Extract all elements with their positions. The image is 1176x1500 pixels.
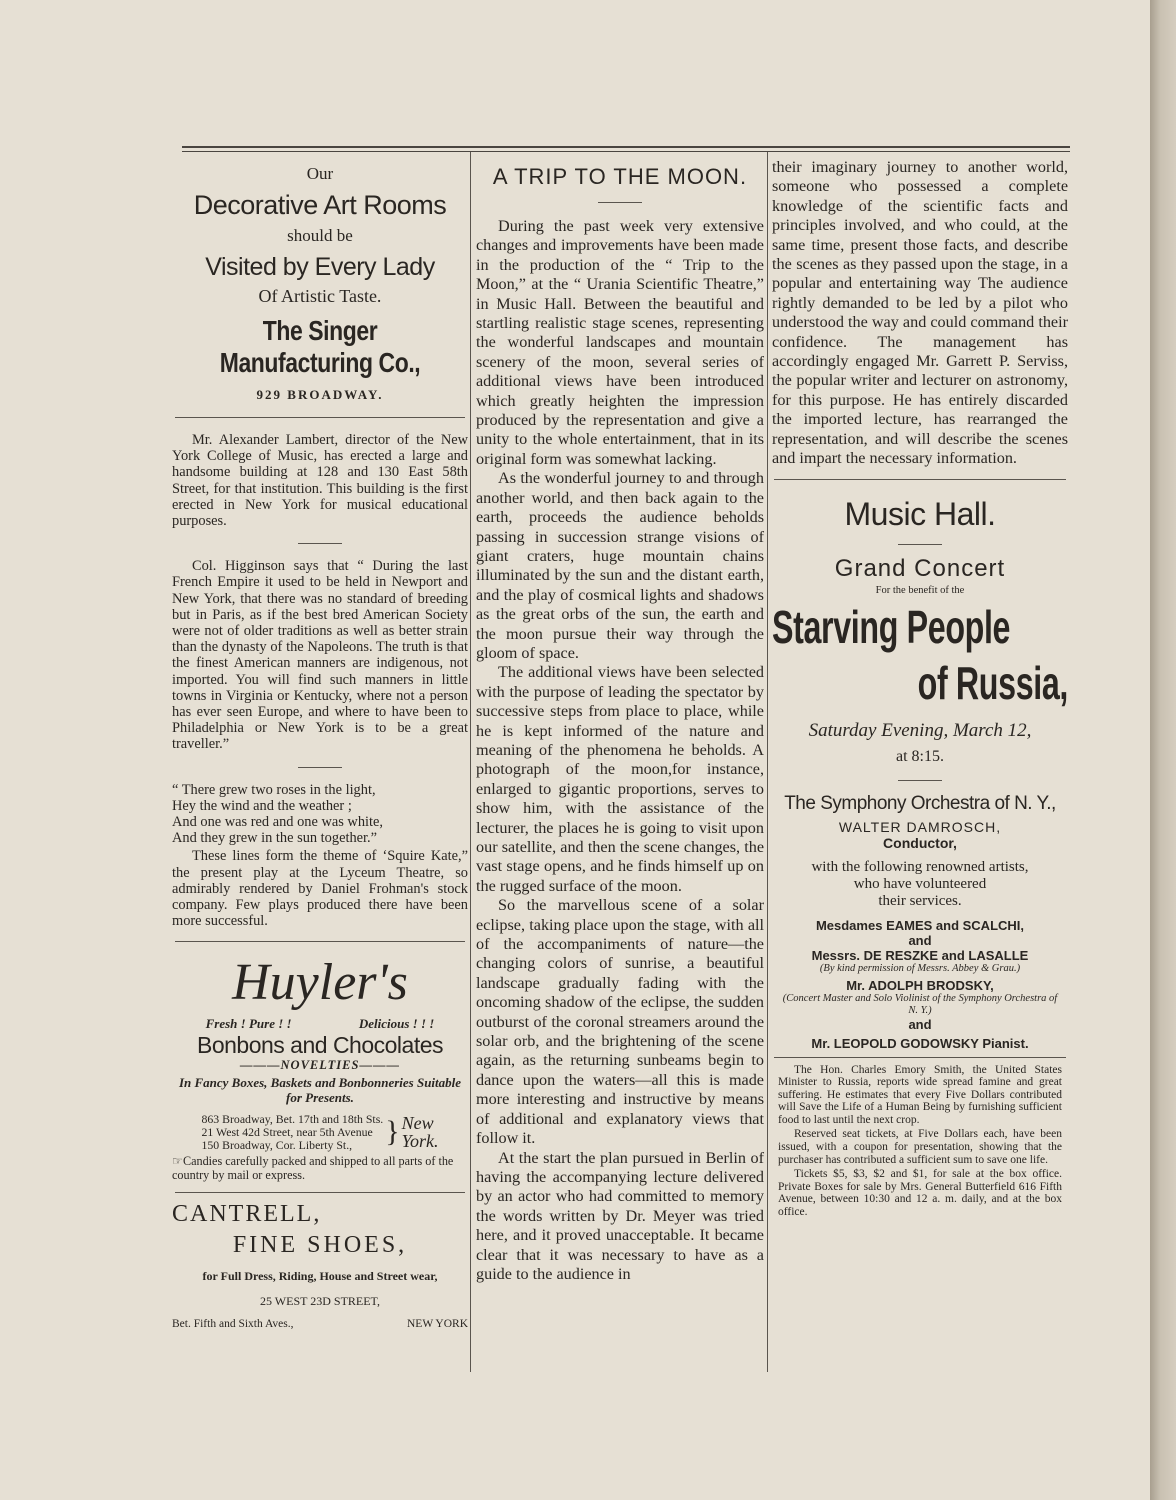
article-body — [476, 217, 764, 1284]
divider-short — [898, 780, 942, 781]
shipping-text: Candies carefully packed and shipped to all parts of the country by mail or express. — [172, 1154, 454, 1182]
decorative-art-ad — [172, 164, 468, 403]
cantrell-between: Bet. Fifth and Sixth Aves., — [172, 1318, 294, 1331]
huylers-ad — [172, 952, 468, 1182]
article-paragraph: So the marvellous scene of a solar eclipse, taking place upon the stage, with all of the accompaniments of nature—the changing colors of sunrise, a beautiful landscape gradually fading with the oncoming shadow of the eclipse, the sudden outburst of the coronal streamers around the solar orb, and the brightening of the scene again, as the returning sunbeams begin to dance upon the waters—all this is made more interesting and instructive by means of additional and explanatory views that follow it. — [476, 896, 764, 1148]
concert-venue: Music Hall. — [844, 495, 996, 532]
poem-line: Hey the wind and the weather ; — [172, 797, 352, 814]
concert-notes — [772, 1064, 1068, 1219]
divider — [774, 1057, 1066, 1058]
conductor-role: Conductor, — [883, 834, 957, 851]
brodsky: Mr. ADOLPH BRODSKY, — [846, 977, 994, 993]
ad-address: 929 BROADWAY. — [256, 387, 384, 402]
poem-line: And they grew in the sun together.” — [172, 830, 378, 847]
article-paragraph: At the start the plan pursued in Berlin of having the accompanying lecture delivered by an actor who had committed to memory the words written by Dr. Meyer was tried here, and it proved unacceptable. It became clear that it was necessary to have as a guide to the audience in — [476, 1148, 764, 1283]
address-line: 863 Broadway, Bet. 17th and 18th Sts. — [201, 1112, 384, 1127]
ad-line-should-be: should be — [287, 226, 353, 245]
ad-line-our: Our — [306, 164, 334, 183]
brodsky-role: (Concert Master and Solo Violinist of the Symphony Orchestra of N. Y.) — [782, 992, 1058, 1016]
huylers-headline: Bonbons and Chocolates — [196, 1032, 444, 1059]
cantrell-product: FINE SHOES, — [232, 1232, 408, 1259]
cantrell-location — [172, 1318, 468, 1330]
column-right — [772, 152, 1068, 1219]
artists-intro-line: with the following renowned artists, — [811, 858, 1029, 875]
divider-short — [298, 543, 342, 544]
divider — [774, 479, 1066, 480]
article-paragraph: As the wonderful journey to and through another world, and then back again to the earth, proceeds the audience beholds passing in succession strange visions of giant craters, huge mountain chains illuminated by the sun and the distant earth, and the play of cosmical lights and shadows as the great orbs of the sun, the earth and the moon pursue their way through the gloom of space. — [476, 469, 764, 662]
novelties-label: NOVELTIES — [280, 1058, 360, 1073]
divider — [175, 1192, 465, 1193]
cantrell-address: 25 WEST 23D STREET, — [260, 1294, 380, 1309]
column-left — [172, 152, 468, 1330]
city — [402, 1114, 439, 1150]
and-1: and — [908, 932, 932, 948]
cantrell-name: CANTRELL, — [172, 1201, 322, 1228]
concert-ad — [772, 496, 1068, 1219]
permission: (By kind permission of Messrs. Abbey & Grau.) — [819, 962, 1021, 974]
article-title: A TRIP TO THE MOON. — [492, 164, 748, 189]
cantrell-city: NEW YORK — [406, 1318, 468, 1331]
conductor-name: WALTER DAMROSCH, — [838, 818, 1002, 835]
divider — [175, 941, 465, 942]
poem — [172, 782, 468, 847]
mesdames-names: EAMES and SCALCHI, — [886, 917, 1025, 933]
column-rule-right — [767, 152, 768, 1372]
concert-orchestra: The Symphony Orchestra of N. Y., — [784, 792, 1056, 814]
poem-note: These lines form the theme of ‘Squire Kate,” the present play at the Lyceum Theatre, so admirably rendered by Daniel Frohman's stock company. Few plays produced there have been more successful. — [172, 848, 468, 930]
tag-fresh: Fresh ! Pure ! ! — [205, 1016, 292, 1032]
column-middle — [476, 152, 764, 1284]
messrs-prefix: Messrs. — [811, 947, 861, 963]
artists-intro-line: their services. — [878, 892, 962, 909]
note-tickets: Tickets $5, $3, $2 and $1, for sale at the box office. Private Boxes for sale by Mrs. General Butterfield 616 Fifth Avenue, between 10:30 and 12 a. m. daily, and at the box office. — [778, 1168, 1062, 1219]
godowsky: Mr. LEOPOLD GODOWSKY Pianist. — [811, 1035, 1029, 1051]
huylers-addresses — [172, 1113, 468, 1151]
divider-short — [898, 544, 942, 545]
city-york: York. — [401, 1131, 439, 1152]
article-continuation: their imaginary journey to another world, someone who possessed a complete knowledge of the scientific facts and principles involved, and who could, at the same time, present those facts, and describe the scenes as they passed upon the stage, in a popular and entertaining way The audience rightly demanded to be led by a pilot who understood the way and could command their confidence. The management has accordingly engaged Mr. Garrett P. Serviss, the popular writer and lecturer on astronomy, for this purpose. He has entirely discarded the imported lecture, has rearranged the representation, and will describe the scenes and impart the necessary information. — [772, 158, 1068, 468]
poem-line: And one was red and one was white, — [172, 814, 384, 831]
concert-date: Saturday Evening, March 12, — [808, 719, 1032, 741]
article-paragraph: During the past week very extensive changes and improvements have been made in the production of the “ Trip to the Moon,” at the “ Urania Scientific Theatre,” in Music Hall. Between the beautiful and startling realistic stage scenes, representing the wonderful landscapes and mountain scenery of the moon, several series of additional views have been introduced which greatly heighten the impression produced by the representation and give a unity to the whole entertainment, that in its original form was somewhat lacking. — [476, 217, 764, 468]
cantrell-ad — [172, 1201, 468, 1330]
huylers-tagline — [172, 1016, 468, 1032]
tag-delicious: Delicious ! ! ! — [358, 1016, 435, 1032]
city-new: New — [401, 1113, 434, 1134]
divider-short — [598, 202, 642, 203]
ad-line-artistic: Of Artistic Taste. — [258, 286, 382, 306]
huylers-shipping — [172, 1155, 468, 1182]
artists-intro-line: who have volunteered — [853, 875, 987, 892]
mesdames-prefix: Mesdames — [815, 917, 883, 933]
concert-cause-1: Starving People — [772, 600, 1011, 653]
ad-line-decorative: Decorative Art Rooms — [193, 190, 447, 220]
lambert-note: Mr. Alexander Lambert, director of the New York College of Music, has erected a large and handsome building at 128 and 130 East 58th Street, for that institution. This building is the first erected in New York for musical educational purposes. — [172, 432, 468, 530]
note-reserved: Reserved seat tickets, at Five Dollars each, have been issued, with a coupon for presentation, showing that the purchaser has contributed a sufficient sum to save one life. — [778, 1128, 1062, 1166]
address-line: 21 West 42d Street, near 5th Avenue — [201, 1125, 373, 1140]
huylers-logo: Huyler's — [232, 954, 408, 1012]
huylers-fancy: In Fancy Boxes, Baskets and Bonbonneries Suitable for Presents. — [178, 1075, 462, 1106]
divider — [175, 417, 465, 418]
concert-cause-2: of Russia, — [917, 656, 1068, 709]
address-line: 150 Broadway, Cor. Liberty St., — [201, 1137, 353, 1152]
brace: } — [385, 1115, 400, 1149]
cantrell-desc: for Full Dress, Riding, House and Street wear, — [202, 1269, 438, 1284]
dash-right: ——— — [359, 1058, 400, 1073]
dash-left: ——— — [240, 1058, 281, 1073]
concert-benefit: For the benefit of the — [875, 584, 965, 596]
article-paragraph: The additional views have been selected with the purpose of leading the spectator by successive steps from place to place, while he is kept informed of the nature and meaning of the phenomena he beholds. A photograph of the moon,for instance, enlarged to gigantic proportions, serves to show him, with the assistance of the lecturer, the places he is going to visit upon our satellite, and then the scene changes, the vast stage opens, and he finds himself up on the rugged surface of the moon. — [476, 663, 764, 895]
note-smith: The Hon. Charles Emory Smith, the United States Minister to Russia, reports wide spread famine and great suffering. He estimates that every Five Dollars contributed will Save the Life of a Human Being by furnishing sufficient food to last until the next crop. — [778, 1063, 1062, 1126]
page-edge — [1150, 0, 1176, 1500]
top-rule — [182, 146, 1070, 148]
concert-title: Grand Concert — [834, 554, 1006, 582]
poem-line: “ There grew two roses in the light, — [172, 781, 376, 798]
column-rule-left — [470, 152, 471, 1372]
and-2: and — [908, 1016, 932, 1032]
mesdames — [772, 918, 1068, 933]
messrs — [772, 948, 1068, 963]
address-list — [201, 1113, 383, 1151]
ad-line-visited: Visited by Every Lady — [205, 253, 435, 281]
pointing-hand-icon: ☞ — [172, 1154, 183, 1169]
huylers-novelties — [172, 1058, 468, 1073]
higginson-note: Col. Higginson says that “ During the last French Empire it used to be held in Newport and New York, that there was no standard of breeding but in Paris, as if the best bred American Society were not of older traditions as well as better strain than the dynasty of the Napoleons. The truth is that the finest American manners are indigenous, not imported. You will find such manners in little towns in Virginia or Kentucky, where not a person has ever seen Europe, and where to have been to Philadelphia or New York is to be a great traveller.” — [172, 558, 468, 753]
divider-short — [298, 767, 342, 768]
messrs-names: DE RESZKE and LASALLE — [863, 947, 1029, 963]
artists-intro — [772, 859, 1068, 910]
concert-time: at 8:15. — [896, 747, 944, 765]
ad-company: The Singer Manufacturing Co., — [219, 315, 421, 378]
